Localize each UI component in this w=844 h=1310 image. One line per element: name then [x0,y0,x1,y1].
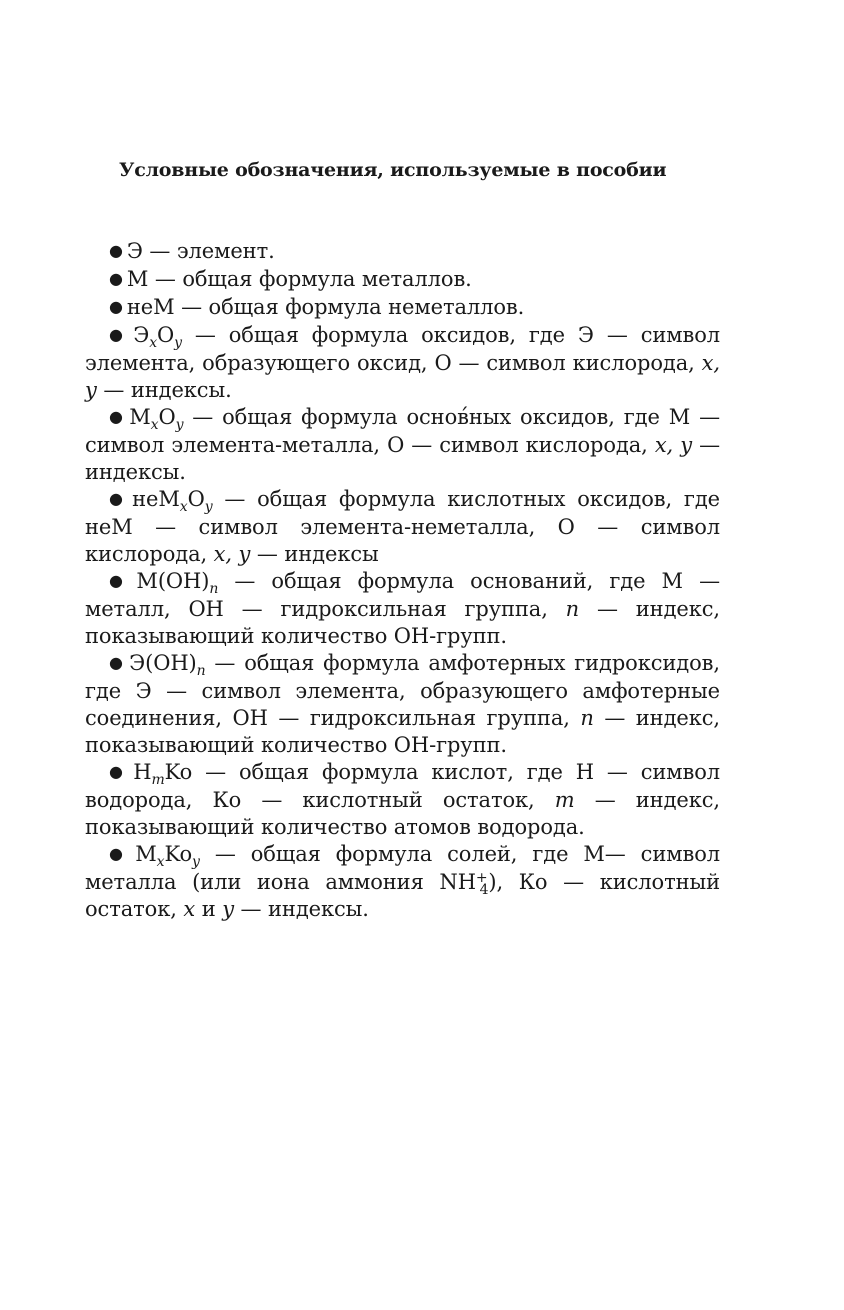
bullet-icon: ● [109,489,129,508]
list-item: ● $M_xKo_y$ — общая формула солей, где М— символ металла (или иона аммония $NH^+_4$), Ко — кислотный остаток, x и y — индексы. [85,842,721,921]
list-item: ● неМ — общая формула неметаллов. [109,295,525,319]
list-item: ● $H_mKo$ — общая формула кислот, где Н — символ водорода, Ко — кислотный остаток, m — индекс, показывающий количество атомов водорода. [85,760,720,839]
list-item: ● $Э(OH)_n$ — общая формула амфотерных гидроксидов, где Э — символ элемента, образующего амфотерные соединения, ОН — гидроксильная группа, n — индекс, показывающий количество ОН-групп. [85,651,720,757]
legend-list [85,238,720,923]
list-item: ● $M_xO_y$ — общая формула основ́ных оксидов, где М — символ элемента-металла, О — символ кислорода, x, y — индексы. [85,405,720,484]
bullet-icon: ● [109,844,132,863]
bullet-icon: ● [109,325,130,344]
bullet-icon: ● [109,297,123,316]
bullet-icon: ● [109,571,133,590]
list-item: ● $M(OH)_n$ — общая формула оснований, где М — металл, ОН — гидроксильная группа, n — индекс, показывающий количество ОН-групп. [85,569,721,648]
bullet-icon: ● [109,241,123,260]
list-item: ● $неM_xO_y$ — общая формула кислотных оксидов, где неМ — символ элемента-неметалла, О — символ кислорода, x, y — индексы [85,487,720,566]
bullet-icon: ● [109,762,130,781]
list-item: ● Э — элемент. [109,239,275,263]
section-heading: Условные обозначения, используемые в пособии [119,159,667,181]
bullet-icon: ● [109,407,126,426]
bullet-icon: ● [109,269,123,288]
bullet-icon: ● [109,653,126,672]
list-item: ● М — общая формула металлов. [109,267,472,291]
list-item: ● $Э_xO_y$ — общая формула оксидов, где Э — символ элемента, образующего оксид, О — символ кислорода, x, y — индексы. [85,323,720,402]
